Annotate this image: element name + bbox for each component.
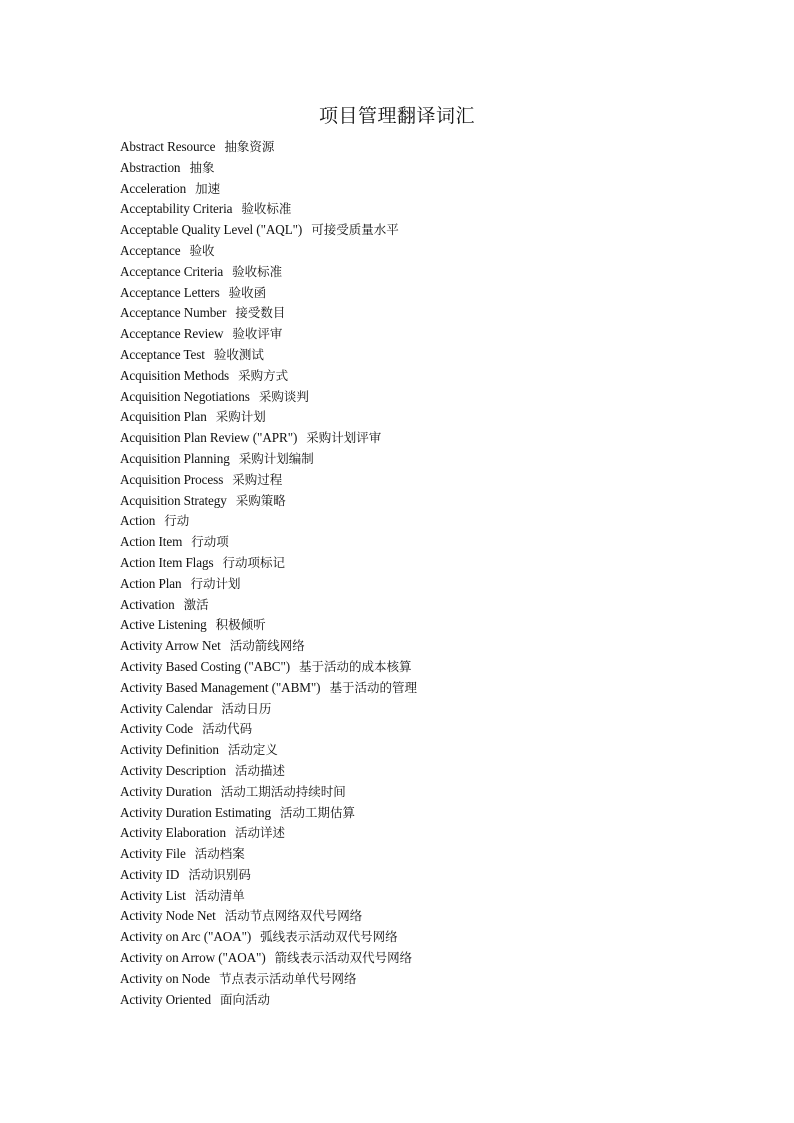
entry-translation: 行动计划 (190, 575, 241, 591)
glossary-entry (120, 865, 760, 886)
glossary-entry (120, 387, 760, 408)
entry-term: Active Listening (120, 617, 207, 633)
entry-translation: 采购计划编制 (238, 450, 314, 466)
entry-term: Activity Calendar (120, 700, 213, 716)
glossary-entry (120, 740, 760, 761)
glossary-entry (120, 199, 760, 220)
glossary-entry (120, 906, 760, 927)
entry-translation: 验收标准 (241, 201, 292, 217)
glossary-entry (120, 179, 760, 200)
entry-term: Activity List (120, 887, 186, 903)
glossary-entry (120, 823, 760, 844)
entry-translation: 活动工期活动持续时间 (220, 783, 346, 799)
entry-translation: 验收评审 (232, 326, 283, 342)
glossary-entry (120, 761, 760, 782)
glossary-entry (120, 636, 760, 657)
glossary-entry (120, 428, 760, 449)
entry-term: Activity on Node (120, 970, 210, 986)
entry-term: Activity Based Costing ("ABC") (120, 658, 291, 674)
glossary-entry (120, 595, 760, 616)
entry-translation: 活动箭线网络 (229, 638, 305, 654)
entry-translation: 抽象资源 (224, 139, 275, 154)
entry-term: Acceptable Quality Level ("AQL") (120, 222, 303, 238)
entry-term: Activity Duration Estimating (120, 804, 272, 820)
glossary-entry (120, 678, 760, 699)
glossary-entry (120, 407, 760, 428)
glossary-entry (120, 719, 760, 740)
glossary-entry (120, 969, 760, 990)
glossary-entry (120, 990, 760, 1011)
glossary-entry (120, 324, 760, 345)
glossary-entry (120, 449, 760, 470)
entry-term: Action Item Flags (120, 554, 214, 570)
entry-term: Activity on Arrow ("AOA") (120, 950, 266, 966)
glossary-entry (120, 532, 760, 553)
entry-translation: 激活 (183, 596, 209, 612)
entry-translation: 活动代码 (202, 721, 253, 737)
entry-term: Activity Arrow Net (120, 638, 221, 654)
glossary-entry (120, 470, 760, 491)
glossary-entry (120, 511, 760, 532)
entry-term: Action Plan (120, 575, 182, 591)
entry-translation: 采购计划评审 (306, 430, 382, 446)
entry-translation: 积极倾听 (215, 617, 266, 633)
entry-translation: 加速 (195, 180, 221, 196)
entry-translation: 采购谈判 (258, 388, 309, 404)
glossary-entry (120, 782, 760, 803)
entry-translation: 弧线表示活动双代号网络 (260, 929, 398, 945)
glossary-entry (120, 137, 760, 158)
entry-translation: 活动档案 (194, 846, 245, 862)
glossary-entry (120, 948, 760, 969)
glossary-entry (120, 553, 760, 574)
entry-term: Acquisition Process (120, 471, 224, 487)
entry-translation: 活动日历 (221, 700, 272, 716)
entry-term: Abstract Resource (120, 139, 216, 154)
entry-translation: 采购方式 (238, 367, 289, 383)
entry-translation: 基于活动的管理 (329, 679, 417, 695)
entry-term: Acceptability Criteria (120, 201, 233, 217)
glossary-entry (120, 345, 760, 366)
glossary-entry (120, 803, 760, 824)
entry-translation: 验收测试 (213, 346, 264, 362)
entry-term: Activity Duration (120, 783, 212, 799)
glossary-entry (120, 303, 760, 324)
entry-translation: 可接受质量水平 (311, 222, 399, 238)
entry-term: Action Item (120, 534, 183, 550)
glossary-entry (120, 220, 760, 241)
glossary-entry (120, 886, 760, 907)
entry-term: Acquisition Plan Review ("APR") (120, 430, 298, 446)
entry-term: Acceptance Letters (120, 284, 220, 300)
entry-translation: 面向活动 (219, 991, 270, 1007)
entry-term: Action (120, 513, 156, 529)
entry-translation: 采购计划 (215, 409, 266, 425)
entry-translation: 活动详述 (235, 825, 286, 841)
glossary-entry (120, 262, 760, 283)
entry-term: Acquisition Planning (120, 450, 230, 466)
entry-term: Acceptance Criteria (120, 263, 224, 279)
entry-translation: 箭线表示活动双代号网络 (274, 950, 413, 966)
entry-translation: 活动工期估算 (280, 804, 356, 820)
entry-term: Activity on Arc ("AOA") (120, 929, 252, 945)
entry-term: Activity Definition (120, 742, 219, 758)
glossary-entry (120, 657, 760, 678)
entry-term: Activity Oriented (120, 991, 211, 1007)
entry-translation: 验收标准 (232, 263, 283, 279)
entry-translation: 抽象 (189, 159, 215, 175)
glossary-entry (120, 844, 760, 865)
glossary-list (120, 137, 760, 1010)
entry-translation: 验收函 (228, 284, 267, 300)
entry-translation: 行动 (164, 513, 190, 529)
entry-term: Acquisition Plan (120, 409, 207, 425)
entry-term: Activity Based Management ("ABM") (120, 679, 321, 695)
entry-translation: 验收 (189, 242, 215, 258)
glossary-entry (120, 283, 760, 304)
entry-term: Activation (120, 596, 175, 612)
entry-term: Acceptance Number (120, 305, 227, 321)
glossary-entry (120, 158, 760, 179)
glossary-entry (120, 574, 760, 595)
entry-term: Activity Node Net (120, 908, 216, 924)
entry-term: Activity Elaboration (120, 825, 227, 841)
entry-translation: 采购策略 (235, 492, 286, 508)
entry-translation: 节点表示活动单代号网络 (218, 970, 357, 986)
entry-translation: 接受数目 (235, 305, 286, 321)
entry-term: Acceleration (120, 180, 187, 196)
glossary-entry (120, 366, 760, 387)
entry-term: Activity Description (120, 762, 227, 778)
entry-term: Activity File (120, 846, 186, 862)
entry-translation: 活动定义 (227, 742, 278, 758)
glossary-entry (120, 241, 760, 262)
glossary-entry (120, 615, 760, 636)
entry-translation: 活动描述 (235, 762, 286, 778)
document-title: 项目管理翻译词汇 (318, 106, 475, 127)
glossary-entry (120, 699, 760, 720)
entry-translation: 活动识别码 (188, 866, 251, 882)
entry-term: Acquisition Negotiations (120, 388, 250, 404)
entry-term: Acceptance Review (120, 326, 224, 342)
entry-translation: 行动项 (191, 534, 229, 550)
entry-term: Acquisition Strategy (120, 492, 227, 508)
entry-term: Acquisition Methods (120, 367, 230, 383)
entry-term: Activity Code (120, 721, 194, 737)
entry-translation: 采购过程 (232, 471, 283, 487)
entry-translation: 活动清单 (194, 887, 245, 903)
entry-term: Acceptance Test (120, 346, 205, 362)
glossary-entry (120, 927, 760, 948)
entry-translation: 活动节点网络双代号网络 (224, 908, 363, 924)
entry-term: Acceptance (120, 242, 181, 258)
entry-term: Activity ID (120, 866, 180, 882)
entry-translation: 基于活动的成本核算 (299, 658, 412, 674)
glossary-entry (120, 491, 760, 512)
entry-translation: 行动项标记 (222, 554, 286, 570)
entry-term: Abstraction (120, 159, 181, 175)
